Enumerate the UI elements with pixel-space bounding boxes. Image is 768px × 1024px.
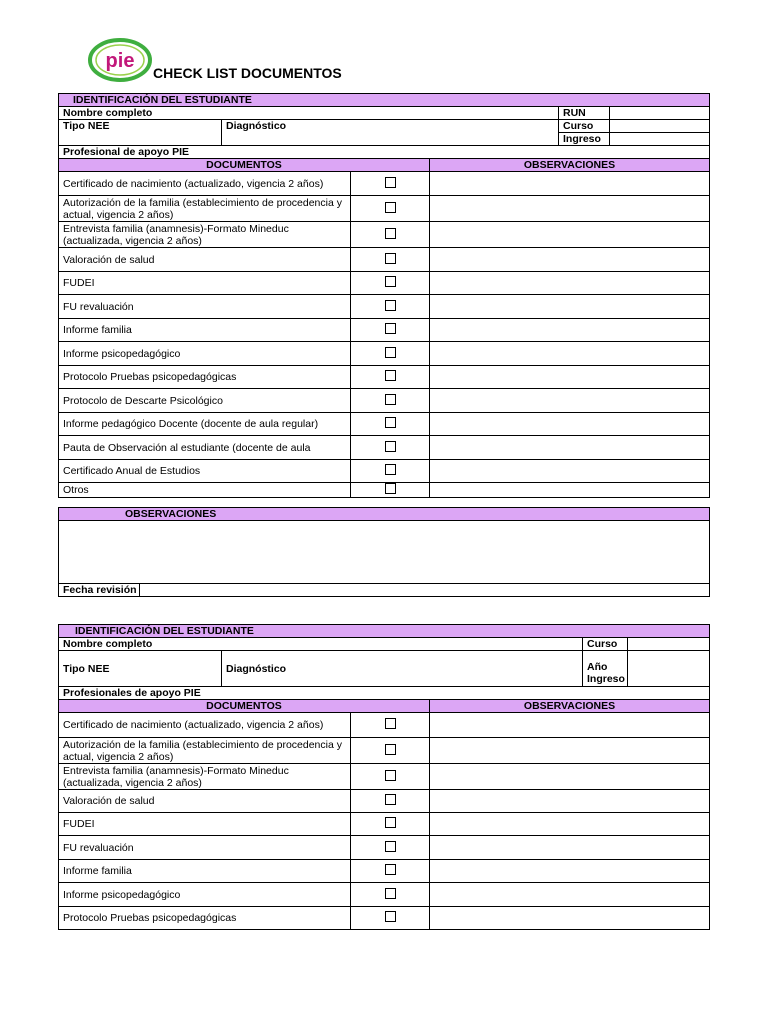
document-label: Informe familia	[59, 319, 351, 342]
document-checkbox-cell[interactable]	[351, 790, 430, 813]
checkbox[interactable]	[385, 370, 396, 381]
document-label: Certificado Anual de Estudios	[59, 460, 351, 483]
checkbox[interactable]	[385, 323, 396, 334]
document-label: FU revaluación	[59, 295, 351, 319]
checkbox[interactable]	[385, 347, 396, 358]
document-checkbox-cell[interactable]	[351, 738, 430, 764]
section-title: IDENTIFICACIÓN DEL ESTUDIANTE	[59, 94, 710, 107]
document-row	[59, 319, 710, 342]
document-checkbox-cell[interactable]	[351, 389, 430, 413]
document-observation-field[interactable]	[430, 272, 710, 295]
document-observation-field[interactable]	[430, 319, 710, 342]
document-checkbox-cell[interactable]	[351, 907, 430, 930]
document-row	[59, 295, 710, 319]
document-observation-field[interactable]	[430, 764, 710, 790]
document-checkbox-cell[interactable]	[351, 483, 430, 498]
checkbox[interactable]	[385, 177, 396, 188]
run-field[interactable]	[610, 107, 710, 120]
document-label: Autorización de la familia (establecimiento de procedencia y actual, vigencia 2 años)	[59, 196, 351, 222]
checkbox[interactable]	[385, 718, 396, 729]
tipo-nee-label: Tipo NEE	[59, 651, 222, 687]
document-label: Informe psicopedagógico	[59, 342, 351, 366]
document-row	[59, 389, 710, 413]
checkbox[interactable]	[385, 770, 396, 781]
document-checkbox-cell[interactable]	[351, 319, 430, 342]
document-checkbox-cell[interactable]	[351, 172, 430, 196]
document-row	[59, 172, 710, 196]
document-checkbox-cell[interactable]	[351, 413, 430, 436]
checkbox[interactable]	[385, 228, 396, 239]
document-checkbox-cell[interactable]	[351, 813, 430, 836]
document-checkbox-cell[interactable]	[351, 713, 430, 738]
document-checkbox-cell[interactable]	[351, 366, 430, 389]
diagnostico-label: Diagnóstico	[222, 120, 559, 146]
curso-field[interactable]	[610, 120, 710, 133]
document-row	[59, 790, 710, 813]
document-label: Informe familia	[59, 860, 351, 883]
document-label: Autorización de la familia (establecimiento de procedencia y actual, vigencia 2 años)	[59, 738, 351, 764]
col-documentos: DOCUMENTOS	[59, 700, 430, 713]
page-title: CHECK LIST DOCUMENTOS	[153, 65, 342, 81]
document-row	[59, 813, 710, 836]
document-observation-field[interactable]	[430, 883, 710, 907]
document-observation-field[interactable]	[430, 860, 710, 883]
document-observation-field[interactable]	[430, 813, 710, 836]
document-label: Certificado de nacimiento (actualizado, vigencia 2 años)	[59, 713, 351, 738]
document-row	[59, 907, 710, 930]
document-checkbox-cell[interactable]	[351, 272, 430, 295]
document-checkbox-cell[interactable]	[351, 295, 430, 319]
nombre-label: Nombre completo	[59, 107, 559, 120]
document-row	[59, 196, 710, 222]
run-label: RUN	[559, 107, 610, 120]
document-observation-field[interactable]	[430, 483, 710, 498]
checkbox[interactable]	[385, 794, 396, 805]
checkbox[interactable]	[385, 202, 396, 213]
document-label: Protocolo Pruebas psicopedagógicas	[59, 907, 351, 930]
observaciones-title: OBSERVACIONES	[59, 508, 710, 521]
document-row	[59, 738, 710, 764]
document-row	[59, 222, 710, 248]
document-row	[59, 272, 710, 295]
document-checkbox-cell[interactable]	[351, 460, 430, 483]
checkbox[interactable]	[385, 911, 396, 922]
document-row	[59, 342, 710, 366]
document-observation-field[interactable]	[430, 413, 710, 436]
profesional-label: Profesional de apoyo PIE	[59, 146, 710, 159]
document-row	[59, 483, 710, 498]
ano-ingreso-label: Año Ingreso	[583, 651, 628, 687]
document-checkbox-cell[interactable]	[351, 883, 430, 907]
document-checkbox-cell[interactable]	[351, 248, 430, 272]
document-label: Informe pedagógico Docente (docente de aula regular)	[59, 413, 351, 436]
document-checkbox-cell[interactable]	[351, 764, 430, 790]
curso-label: Curso	[559, 120, 610, 133]
document-observation-field[interactable]	[430, 196, 710, 222]
document-observation-field[interactable]	[430, 222, 710, 248]
ano-ingreso-field[interactable]	[628, 651, 710, 687]
nombre-label: Nombre completo	[59, 638, 583, 651]
fecha-revision-label: Fecha revisión	[59, 584, 140, 597]
document-observation-field[interactable]	[430, 342, 710, 366]
checkbox[interactable]	[385, 300, 396, 311]
document-checkbox-cell[interactable]	[351, 222, 430, 248]
document-row	[59, 413, 710, 436]
checkbox[interactable]	[385, 276, 396, 287]
document-observation-field[interactable]	[430, 790, 710, 813]
document-label: Pauta de Observación al estudiante (docente de aula	[59, 436, 351, 460]
checkbox[interactable]	[385, 441, 396, 452]
document-checkbox-cell[interactable]	[351, 860, 430, 883]
document-row	[59, 460, 710, 483]
document-label: Valoración de salud	[59, 248, 351, 272]
fecha-revision-field[interactable]	[140, 584, 710, 597]
observaciones-area[interactable]	[59, 521, 710, 584]
document-label: Valoración de salud	[59, 790, 351, 813]
document-checkbox-cell[interactable]	[351, 342, 430, 366]
document-label: FUDEI	[59, 813, 351, 836]
document-row	[59, 860, 710, 883]
document-observation-field[interactable]	[430, 738, 710, 764]
document-label: Entrevista familia (anamnesis)-Formato Mineduc (actualizada, vigencia 2 años)	[59, 764, 351, 790]
document-label: FUDEI	[59, 272, 351, 295]
document-label: Otros	[59, 483, 351, 498]
checkbox[interactable]	[385, 744, 396, 755]
checkbox[interactable]	[385, 483, 396, 494]
document-label: Protocolo Pruebas psicopedagógicas	[59, 366, 351, 389]
document-observation-field[interactable]	[430, 836, 710, 860]
student-form-2	[58, 624, 710, 930]
pie-logo	[88, 38, 152, 82]
observaciones-box	[58, 507, 710, 597]
document-label: Informe psicopedagógico	[59, 883, 351, 907]
document-observation-field[interactable]	[430, 295, 710, 319]
document-row	[59, 366, 710, 389]
checkbox[interactable]	[385, 888, 396, 899]
logo-text: pie	[105, 50, 135, 72]
student-form-1	[58, 93, 710, 498]
section-title: IDENTIFICACIÓN DEL ESTUDIANTE	[59, 625, 710, 638]
diagnostico-label: Diagnóstico	[222, 651, 583, 687]
document-observation-field[interactable]	[430, 713, 710, 738]
document-row	[59, 248, 710, 272]
document-row	[59, 883, 710, 907]
document-observation-field[interactable]	[430, 907, 710, 930]
checkbox[interactable]	[385, 864, 396, 875]
document-row	[59, 713, 710, 738]
checkbox[interactable]	[385, 841, 396, 852]
profesionales-label: Profesionales de apoyo PIE	[59, 687, 710, 700]
checkbox[interactable]	[385, 394, 396, 405]
document-label: FU revaluación	[59, 836, 351, 860]
ingreso-field[interactable]	[610, 133, 710, 146]
document-row	[59, 764, 710, 790]
document-label: Protocolo de Descarte Psicológico	[59, 389, 351, 413]
checkbox[interactable]	[385, 253, 396, 264]
document-observation-field[interactable]	[430, 248, 710, 272]
curso-field[interactable]	[628, 638, 710, 651]
curso-label: Curso	[583, 638, 628, 651]
document-observation-field[interactable]	[430, 460, 710, 483]
checkbox[interactable]	[385, 817, 396, 828]
document-label: Certificado de nacimiento (actualizado, vigencia 2 años)	[59, 172, 351, 196]
document-checkbox-cell[interactable]	[351, 436, 430, 460]
document-observation-field[interactable]	[430, 389, 710, 413]
ingreso-label: Ingreso	[559, 133, 610, 146]
col-observaciones: OBSERVACIONES	[430, 700, 710, 713]
document-checkbox-cell[interactable]	[351, 836, 430, 860]
document-observation-field[interactable]	[430, 366, 710, 389]
document-label: Entrevista familia (anamnesis)-Formato Mineduc (actualizada, vigencia 2 años)	[59, 222, 351, 248]
document-observation-field[interactable]	[430, 436, 710, 460]
document-checkbox-cell[interactable]	[351, 196, 430, 222]
document-observation-field[interactable]	[430, 172, 710, 196]
tipo-nee-label: Tipo NEE	[59, 120, 222, 146]
document-row	[59, 436, 710, 460]
col-documentos: DOCUMENTOS	[59, 159, 430, 172]
checkbox[interactable]	[385, 417, 396, 428]
checkbox[interactable]	[385, 464, 396, 475]
document-row	[59, 836, 710, 860]
col-observaciones: OBSERVACIONES	[430, 159, 710, 172]
